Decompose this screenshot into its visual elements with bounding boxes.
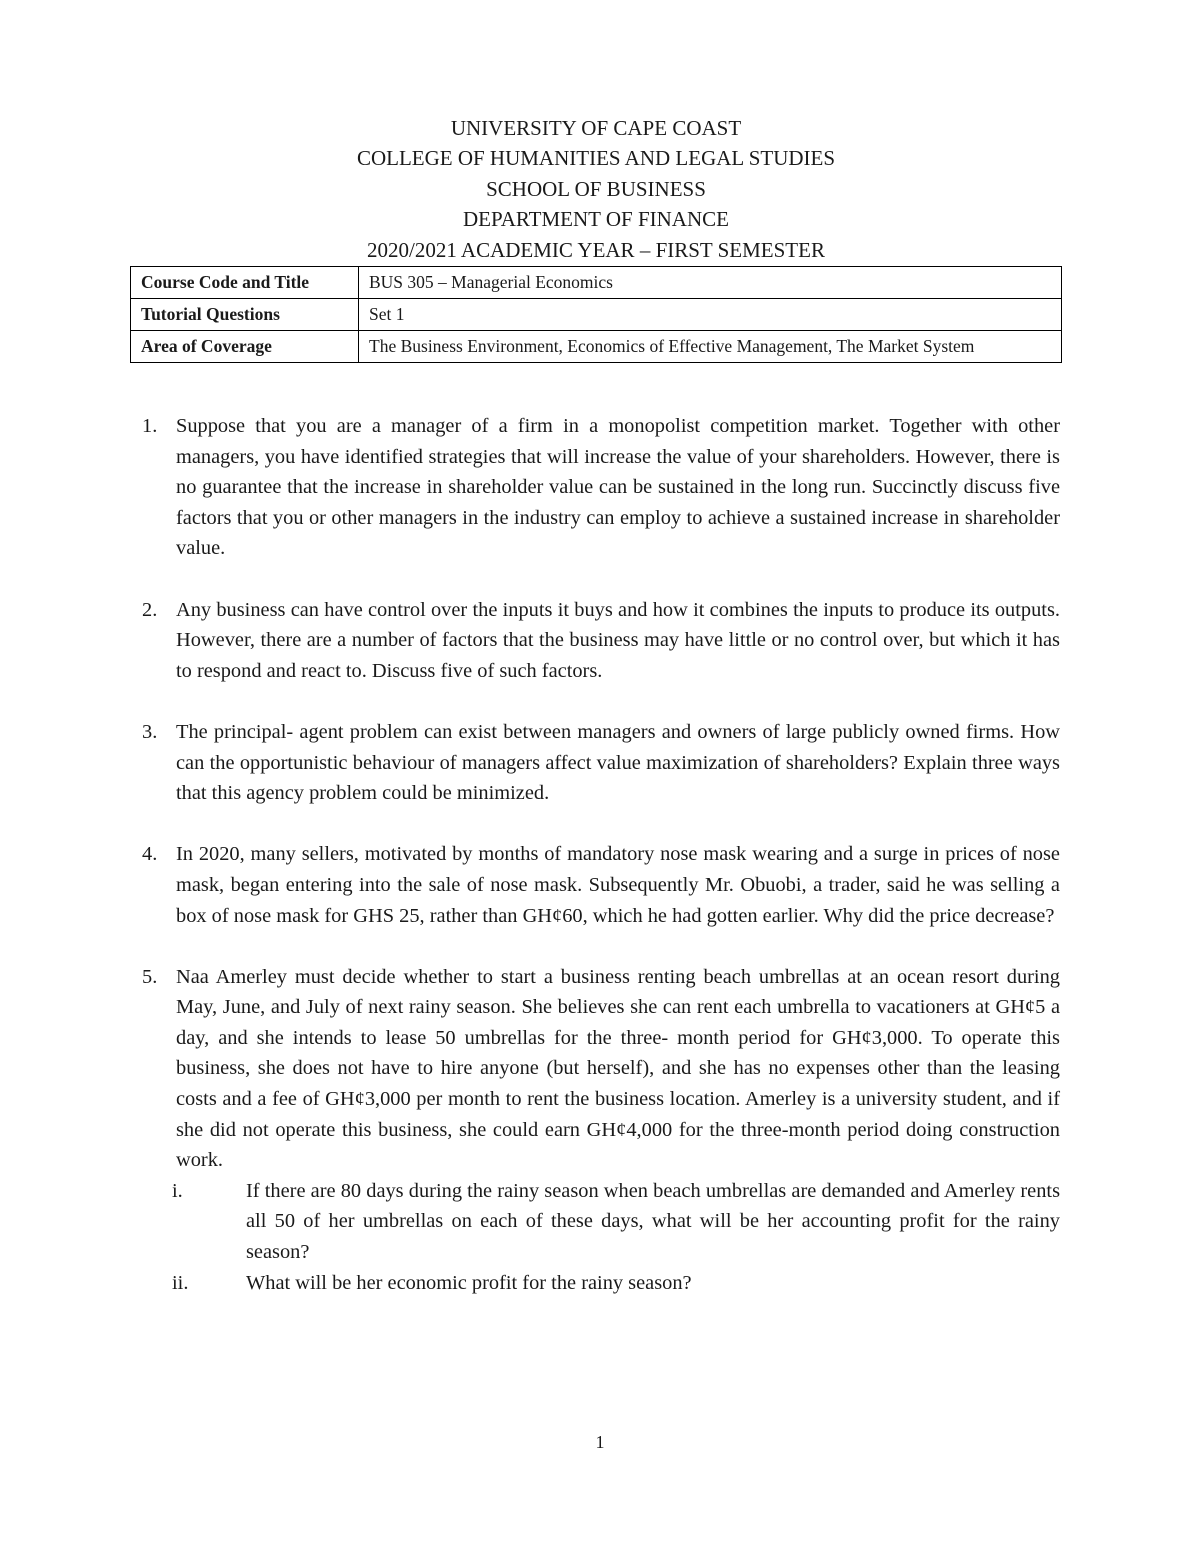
question-number: 3. <box>142 720 158 743</box>
area-of-coverage-label: Area of Coverage <box>131 331 359 363</box>
college-name: COLLEGE OF HUMANITIES AND LEGAL STUDIES <box>356 146 836 171</box>
question-number: 1. <box>142 415 158 437</box>
sub-question-text: What will be her economic profit for the rainy season? <box>246 1271 692 1294</box>
department-name: DEPARTMENT OF FINANCE <box>463 207 729 232</box>
question-number: 4. <box>142 843 158 866</box>
question-text: Any business can have control over the inputs it buys and how it combines the inputs to produce its outputs. However, there are a number of factors that the business may have little or no control over, but which it has to respond and react to. Discuss five of such factors. <box>176 598 1060 682</box>
table-row <box>131 267 1062 299</box>
question-list <box>130 411 1060 1329</box>
question-item <box>130 839 1060 931</box>
sub-question-item <box>130 1176 1060 1268</box>
course-code-label: Course Code and Title <box>131 267 359 299</box>
sub-question-text: If there are 80 days during the rainy season when beach umbrellas are demanded and Amerley rents all 50 of her umbrellas on each of these days, what will be her accounting profit for the rainy season? <box>246 1179 1060 1264</box>
question-item <box>130 962 1060 1299</box>
page-number: 1 <box>595 1432 605 1452</box>
sub-question-item <box>130 1268 1060 1299</box>
question-item <box>130 595 1060 687</box>
question-text: The principal- agent problem can exist between managers and owners of large publicly owned firms. How can the opportunistic behaviour of managers affect value maximization of shareholders? Explain three ways that this agency problem could be minimized. <box>176 720 1060 805</box>
table-row <box>131 299 1062 331</box>
tutorial-questions-label: Tutorial Questions <box>131 299 359 331</box>
question-item <box>130 411 1060 564</box>
university-name: UNIVERSITY OF CAPE COAST <box>450 116 742 140</box>
course-info-table <box>130 266 1062 363</box>
academic-year: 2020/2021 ACADEMIC YEAR – FIRST SEMESTER <box>367 237 825 262</box>
school-name: SCHOOL OF BUSINESS <box>486 176 706 201</box>
tutorial-questions-value: Set 1 <box>359 299 1062 331</box>
question-number: 5. <box>142 965 158 988</box>
area-of-coverage-value: The Business Environment, Economics of Effective Management, The Market System <box>359 331 1062 363</box>
question-text: In 2020, many sellers, motivated by months of mandatory nose mask wearing and a surge in prices of nose mask, began entering into the sale of nose mask. Subsequently Mr. Obuobi, a trader, said he was selling a box of nose mask for GHS 25, rather than GH¢60, which he had gotten earlier. Why did the price decrease? <box>176 843 1060 927</box>
document-header <box>130 113 1062 265</box>
question-item <box>130 717 1060 809</box>
table-row <box>131 331 1062 363</box>
question-text: Naa Amerley must decide whether to start a business renting beach umbrellas at an ocean resort during May, June, and July of next rainy season. She believes she can rent each umbrella to vacationers at GH¢5 a day, and she intends to lease 50 umbrellas for the three- month period for GH¢3,000. To operate this business, she does not have to hire anyone (but herself), and she has no expenses other than the leasing costs and a fee of GH¢3,000 per month to rent the business location. Amerley is a university student, and if she did not operate this business, she could earn GH¢4,000 for the three-month period doing construction work. <box>176 965 1060 1172</box>
sub-question-number: ii. <box>172 1271 189 1294</box>
course-code-value: BUS 305 – Managerial Economics <box>359 267 1062 299</box>
question-text: Suppose that you are a manager of a firm in a monopolist competition market. Together with other managers, you have identified strategies that will increase the value of your shareholders. However, there is no guarantee that the increase in shareholder value can be sustained in the long run. Succinctly discuss five factors that you or other managers in the industry can employ to achieve a sustained increase in shareholder value. <box>176 415 1060 560</box>
question-number: 2. <box>142 598 158 621</box>
sub-question-number: i. <box>172 1179 183 1202</box>
